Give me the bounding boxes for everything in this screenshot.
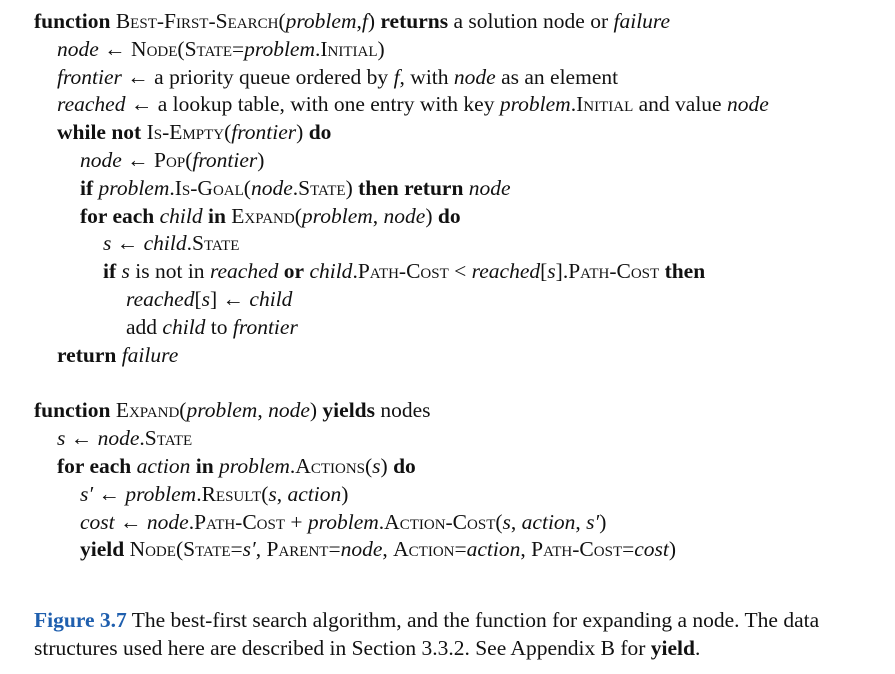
code-text: . [352, 259, 358, 284]
keyword: return [57, 342, 117, 367]
keyword: then return [358, 175, 464, 200]
function-name: State [298, 175, 346, 200]
variable: reached [471, 259, 541, 284]
code-text: ( [495, 509, 503, 534]
code-text: ( [243, 175, 251, 200]
code-text: ← a lookup table, with one entry with key [125, 92, 500, 117]
code-text: ) [309, 398, 323, 423]
variable: s [268, 481, 277, 506]
variable: problem [307, 509, 379, 534]
code-text: ( [224, 120, 232, 145]
function-name: Expand [231, 203, 295, 228]
function-name: Path-Cost [568, 259, 660, 284]
figure-caption [34, 606, 894, 662]
function-name: Path-Cost [357, 259, 449, 284]
function-name: State [184, 36, 232, 61]
code-text: ← [121, 148, 155, 172]
code-text: ← [114, 509, 147, 534]
code-text: ( [175, 537, 184, 562]
keyword: or [283, 259, 305, 284]
code-text: ( [294, 203, 302, 228]
variable: f [361, 9, 368, 33]
code-text: . [169, 175, 175, 200]
code-text: + [285, 509, 308, 534]
keyword: yields [322, 398, 375, 423]
keyword: returns [380, 9, 449, 33]
caption-yield-keyword: yield [650, 636, 695, 660]
function-name: Initial [320, 36, 378, 61]
caption-line-2 [34, 634, 894, 662]
code-text: nodes [375, 398, 431, 423]
pseudocode-line [126, 286, 292, 314]
pseudocode-line [57, 36, 385, 64]
pseudocode-line [80, 536, 676, 564]
variable: s [121, 259, 130, 284]
code-text: . [188, 509, 195, 534]
function-name: Result [201, 481, 262, 506]
pseudocode-line [57, 119, 331, 147]
variable: s′ [242, 537, 256, 562]
pseudocode-line [80, 481, 348, 509]
caption-text-2: structures used here are described in Section 3.3.2. See Appendix B for [34, 636, 651, 660]
code-text: ( [185, 148, 193, 172]
code-text: ( [365, 454, 373, 478]
code-text: . [292, 175, 299, 200]
code-text: add [126, 314, 163, 339]
code-text: ) [599, 509, 607, 534]
function-name: Action [393, 537, 455, 562]
variable: child [159, 203, 203, 228]
code-text: < [448, 259, 472, 284]
code-text: ) [257, 148, 265, 172]
variable: reached [57, 92, 126, 117]
keyword: function [34, 398, 111, 423]
code-text: , [276, 481, 288, 506]
code-text: as an element [495, 64, 619, 89]
variable: node [383, 203, 426, 228]
variable: s′ [80, 481, 94, 506]
pseudocode-line [103, 230, 239, 258]
keyword: in [207, 203, 226, 228]
variable: node [80, 148, 122, 172]
variable: problem [98, 175, 170, 200]
function-name: Parent [266, 537, 329, 562]
pseudocode-line [80, 147, 264, 175]
variable: node [250, 175, 293, 200]
code-text: ) [341, 481, 349, 506]
variable: action [136, 454, 191, 478]
variable: reached [126, 287, 195, 311]
variable: s [502, 509, 511, 534]
code-text: = [230, 537, 243, 562]
keyword: then [664, 259, 706, 284]
code-text: . [139, 426, 145, 451]
keyword: do [393, 454, 416, 478]
variable: action [521, 509, 576, 534]
variable: frontier [192, 148, 258, 172]
keyword: for each [80, 203, 155, 228]
code-text: ( [179, 398, 187, 423]
caption-text-3: . [694, 636, 701, 660]
code-text: , [257, 398, 269, 423]
code-text: . [196, 481, 202, 506]
code-text: , with [399, 64, 454, 89]
function-name: Actions [295, 454, 365, 478]
code-text: , [382, 537, 394, 562]
function-name: State [192, 231, 240, 256]
code-text: ← [98, 36, 132, 61]
code-text: ) [380, 454, 394, 478]
keyword: do [308, 120, 332, 145]
code-text: ( [177, 36, 185, 61]
keyword: for each [57, 454, 132, 478]
code-text: . [186, 231, 192, 256]
code-text: , [510, 509, 522, 534]
code-text: ← [93, 481, 126, 506]
code-text: and value [633, 92, 727, 117]
variable: s [547, 259, 556, 284]
pseudocode-line [57, 453, 416, 481]
pseudocode-line [34, 8, 670, 36]
variable: node [268, 398, 310, 423]
keyword: if [80, 175, 94, 200]
pseudocode-line [80, 203, 461, 231]
variable: problem [186, 398, 258, 423]
pseudocode-line [57, 91, 769, 119]
variable: node [97, 426, 140, 451]
function-name: Node [129, 537, 176, 562]
code-text: , [255, 537, 267, 562]
function-name: Node [131, 36, 178, 61]
variable: action [287, 481, 342, 506]
code-text: ) [296, 120, 309, 145]
variable: frontier [57, 64, 122, 89]
keyword: in [195, 454, 214, 478]
function-name: Is-Empty [146, 120, 225, 145]
code-text: , [575, 509, 587, 534]
code-text: ← [65, 426, 98, 451]
function-name: Best-First-Search [115, 9, 279, 33]
function-name: Expand [115, 398, 180, 423]
keyword: function [34, 9, 111, 33]
code-text: = [328, 537, 341, 562]
function-name: Path-Cost [194, 509, 286, 534]
pseudocode-line [80, 509, 606, 537]
code-text: = [454, 537, 467, 562]
variable: cost [80, 509, 115, 534]
function-name: State [183, 537, 231, 562]
variable: child [249, 287, 293, 311]
code-text: ) [668, 537, 677, 562]
code-text: ) [377, 36, 385, 61]
figure-label: Figure 3.7 [34, 608, 127, 632]
function-name: Action-Cost [384, 509, 496, 534]
function-name: Path-Cost [531, 537, 623, 562]
function-name: State [144, 426, 193, 451]
caption-line-1 [34, 606, 894, 634]
code-text: ( [278, 9, 286, 33]
code-text: ← a priority queue ordered by [121, 64, 394, 89]
pseudocode-line [57, 64, 618, 92]
code-text: ] ← [210, 287, 250, 311]
function-name: Initial [576, 92, 634, 117]
variable: problem [301, 203, 373, 228]
variable: node [468, 175, 511, 200]
pseudocode-line [57, 342, 178, 370]
variable: s [201, 287, 210, 311]
variable: node [453, 64, 496, 89]
keyword: while not [57, 120, 142, 145]
variable: failure [121, 342, 179, 367]
function-name: Pop [154, 148, 186, 172]
variable: s′ [586, 509, 600, 534]
variable: node [57, 36, 99, 61]
variable: problem [244, 36, 316, 61]
code-text: [ [540, 259, 548, 284]
variable: frontier [231, 120, 297, 145]
variable: node [340, 537, 383, 562]
code-text: ← [111, 231, 144, 256]
code-text: ) [425, 203, 438, 228]
keyword: yield [80, 537, 125, 562]
variable: s [103, 231, 112, 256]
function-name: Is-Goal [174, 175, 244, 200]
variable: f [393, 64, 400, 89]
code-text: = [232, 36, 245, 61]
pseudocode-line [103, 258, 705, 286]
pseudocode-line [57, 425, 192, 453]
code-text: . [289, 454, 296, 478]
code-text: ]. [555, 259, 569, 284]
variable: child [162, 314, 206, 339]
variable: cost [634, 537, 669, 562]
variable: problem [125, 481, 197, 506]
variable: s [372, 454, 381, 478]
variable: failure [613, 9, 671, 33]
code-text: ( [261, 481, 269, 506]
variable: s [57, 426, 66, 451]
code-text: . [315, 36, 321, 61]
variable: frontier [232, 314, 298, 339]
code-text: [ [194, 287, 202, 311]
variable: reached [209, 259, 279, 284]
code-text: , [372, 203, 384, 228]
code-text: ) [345, 175, 359, 200]
code-text: is not in [129, 259, 210, 284]
code-text: . [378, 509, 385, 534]
variable: problem [219, 454, 290, 478]
variable: child [143, 231, 187, 256]
variable: action [466, 537, 521, 562]
code-text: . [570, 92, 577, 117]
pseudocode-line [126, 314, 298, 342]
keyword: if [103, 259, 117, 284]
variable: node [726, 92, 769, 117]
variable: child [309, 259, 353, 284]
code-text: , [356, 9, 362, 33]
pseudocode-line [80, 175, 511, 203]
variable: node [146, 509, 189, 534]
code-text: ) [367, 9, 381, 33]
code-text: to [205, 314, 233, 339]
variable: problem [499, 92, 571, 117]
code-text: a solution node or [448, 9, 614, 33]
keyword: do [437, 203, 461, 228]
pseudocode-line [34, 397, 431, 425]
code-text: , [520, 537, 532, 562]
code-text: = [622, 537, 635, 562]
caption-text-1: The best-first search algorithm, and the function for expanding a node. The data [126, 608, 820, 632]
variable: problem [285, 9, 357, 33]
